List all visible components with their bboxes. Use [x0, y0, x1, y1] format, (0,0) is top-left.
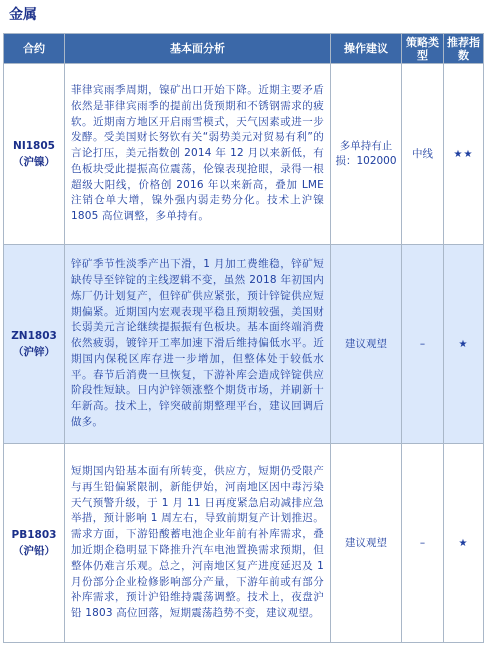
header-contract: 合约: [4, 34, 65, 64]
table-row-zn: [4, 245, 484, 444]
table-header-row: [4, 34, 484, 64]
analysis-cell: 菲律宾雨季周期，镍矿出口开始下降。近期主要矛盾依然是菲律宾雨季的提前出货预期和不锈钢需求的疲软。近期南方地区开启雨雪模式，天气因素或进一步发酵。受美国财长努钦有关“弱势美元对贸易有利”的言论打压，美元指数创 2014 年 12 月以来新低，有色板块受此提振高位震荡，伦镍表现抢眼，录得一根超级大阳线，价格创 2016 年以来新高，叠加 LME 注销仓单大增，镍外强内弱走势分化。技术上沪镍 1805 高位调整，多单持有。: [65, 64, 331, 245]
analysis-cell: 短期国内铅基本面有所转变，供应方，短期仍受限产与再生铅偏紧限制，新能伊始，河南地区因中毒污染天气预警升级，于 1 月 11 日再度紧急启动减排应急举措，预计影响 1 周左右，导致前期复产计划推迟。需求方面，下游铅酸蓄电池企业年前有补库需求，叠加近期企稳明显下降推升汽车电池置换需求预期，但整体仍难言乐观。总之，河南地区复产进度延迟及 1 月份部分企业检修影响部分产量，下游年前或有部分补库需求，预计沪铅维持震荡调整。技术上，夜盘沪铅 1803 高位回落，短期震荡趋势不变，建议观望。: [65, 444, 331, 643]
metals-strategy-table: [3, 33, 484, 643]
contract-cell: [4, 444, 65, 643]
rating-stars: ★: [444, 444, 484, 643]
advice-cell: 多单持有止损：102000: [331, 64, 402, 245]
contract-name: （沪镍）: [13, 156, 55, 168]
contract-name: （沪铅）: [13, 545, 55, 557]
contract-cell: [4, 245, 65, 444]
contract-code: ZN1803: [11, 330, 57, 342]
rating-stars: ★: [444, 245, 484, 444]
contract-name: （沪锌）: [13, 346, 55, 358]
strategy-type-cell: –: [402, 245, 444, 444]
header-advice: 操作建议: [331, 34, 402, 64]
advice-cell: 建议观望: [331, 245, 402, 444]
header-strategy-type: 策略类型: [402, 34, 444, 64]
contract-cell: [4, 64, 65, 245]
table-row-ni: [4, 64, 484, 245]
section-title: 金属: [9, 7, 37, 23]
strategy-type-cell: –: [402, 444, 444, 643]
analysis-cell: 锌矿季节性淡季产出下滑，1 月加工费维稳，锌矿短缺传导至锌锭的主线逻辑不变，虽然 2018 年初国内炼厂仍计划复产，但锌矿供应紧张，预计锌锭供应短期偏紧。近期国内宏观表现平稳且预期较强，美国财长弱美元言论继续提振振有色板块。基本面终端消费依然疲弱，镀锌开工率加速下滑后维持偏低水平。近期国内保税区库存进一步增加，但整体处于较低水平。春节后消费一旦恢复，下游补库会造成锌锭供应阶段性短缺。日内沪锌领涨整个期货市场，并刷新十年新高。技术上，锌突破前期整理平台，建议回调后做多。: [65, 245, 331, 444]
header-analysis: 基本面分析: [65, 34, 331, 64]
rating-stars: ★★: [444, 64, 484, 245]
header-rating: 推荐指数: [444, 34, 484, 64]
strategy-type-cell: 中线: [402, 64, 444, 245]
contract-code: NI1805: [13, 140, 55, 152]
advice-cell: 建议观望: [331, 444, 402, 643]
contract-code: PB1803: [11, 529, 57, 541]
table-row-pb: [4, 444, 484, 643]
